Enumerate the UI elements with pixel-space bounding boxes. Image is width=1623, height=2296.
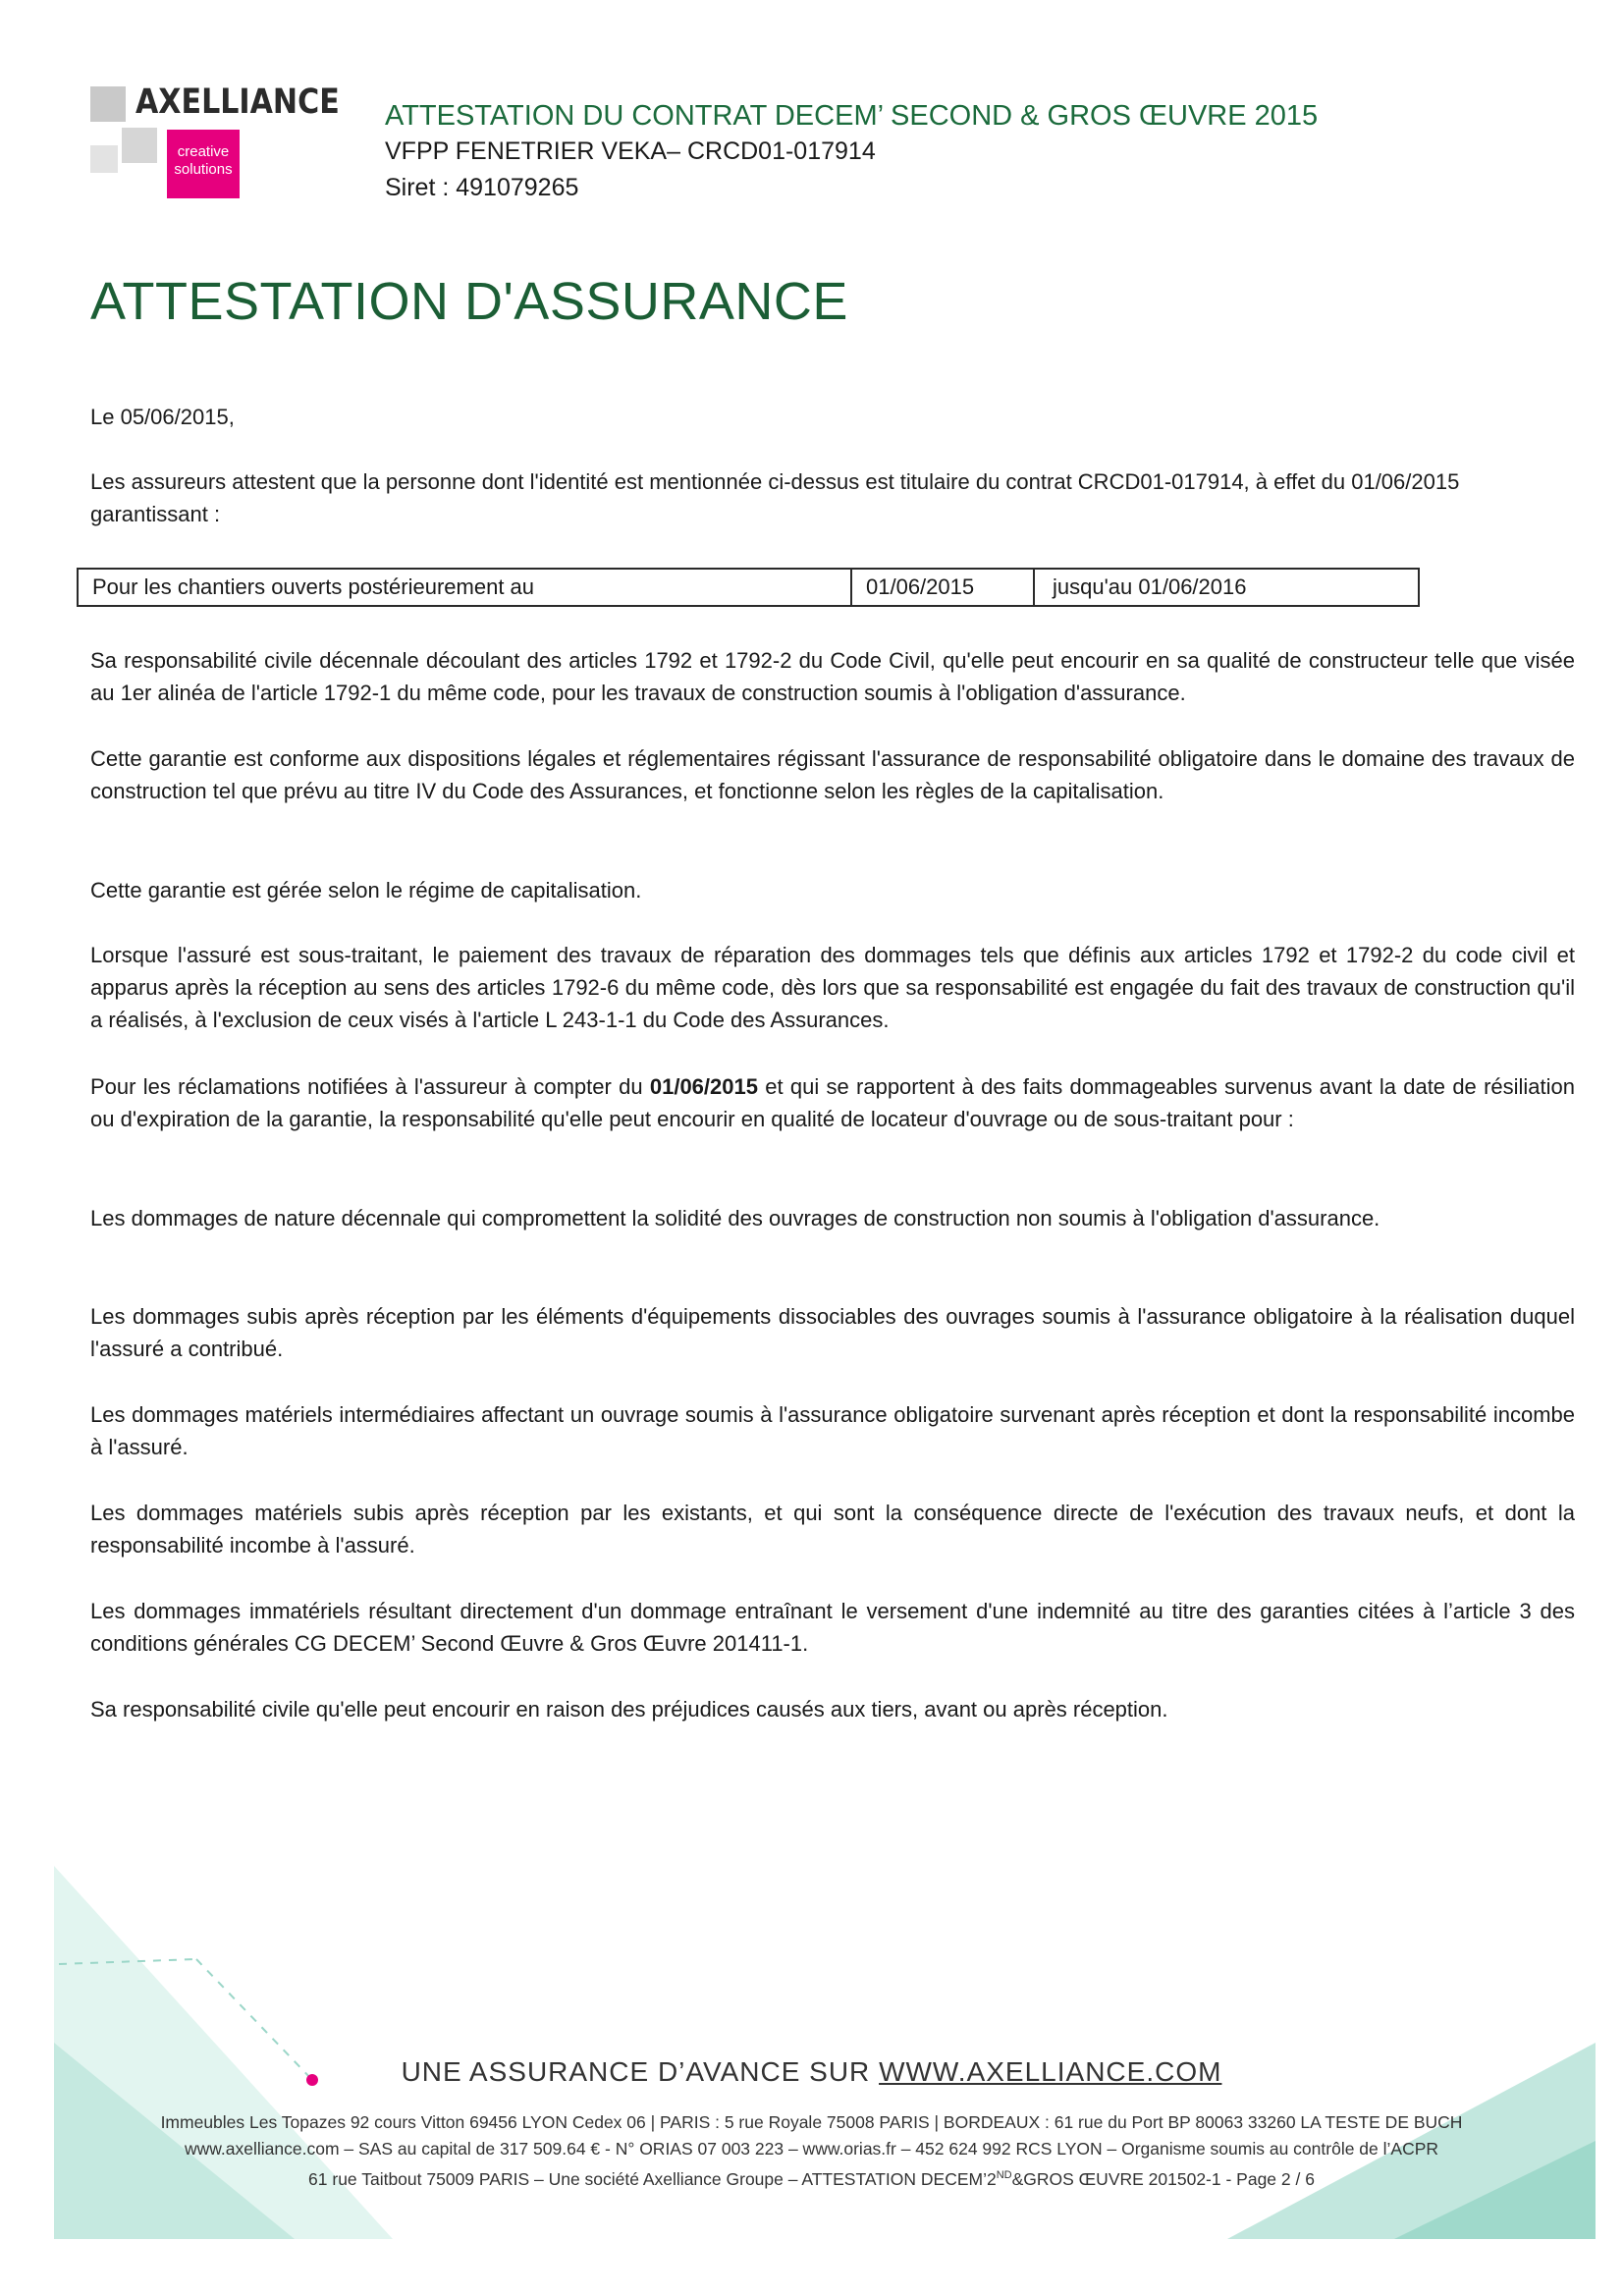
siret-number: Siret : 491079265 — [385, 174, 579, 201]
paragraph-existing-damage: Les dommages matériels subis après réception par les existants, et qui sont la conséquence directe de l'exécution des travaux neufs, et dont la responsabilité incombe à l'assuré. — [90, 1501, 1575, 1558]
website-link[interactable]: WWW.AXELLIANCE.COM — [879, 2056, 1222, 2087]
footer-page-info — [0, 2162, 1623, 2193]
claims-text-end: et qui se rapportent à des faits dommageables survenus avant la date de résiliation ou d'expiration de la garantie, la responsabilité qu'elle peut encourir en qualité de locateur d'ouvrage ou de sous-traitant pour : — [90, 1074, 1575, 1131]
footer-tagline — [0, 2056, 1623, 2088]
paragraph-third-party-liability: Sa responsabilité civile qu'elle peut encourir en raison des préjudices causés aux tiers, avant ou après réception. — [90, 1697, 1168, 1722]
contract-reference: VFPP FENETRIER VEKA– CRCD01-017914 — [385, 137, 876, 165]
paragraph-intermediate-damage: Les dommages matériels intermédiaires affectant un ouvrage soumis à l'assurance obligatoire survenant après réception et dont la responsabilité incombe à l'assuré. — [90, 1402, 1575, 1459]
page-title: ATTESTATION D'ASSURANCE — [90, 272, 848, 331]
document-header — [385, 98, 1367, 206]
logo-square — [122, 128, 157, 163]
claims-effective-date: 01/06/2015 — [649, 1074, 758, 1099]
document-date: Le 05/06/2015, — [90, 405, 235, 429]
claims-text-start: Pour les réclamations notifiées à l'assureur à compter du — [90, 1074, 650, 1099]
intro-paragraph: Les assureurs attestent que la personne dont l'identité est mentionnée ci-dessus est titulaire du contrat CRCD01-017914, à effet du 01/06/2015 garantissant : — [90, 469, 1460, 526]
footer-addresses: Immeubles Les Topazes 92 cours Vitton 69456 LYON Cedex 06 | PARIS : 5 rue Royale 75008 PARIS | BORDEAUX : 61 rue du Port BP 80063 33260 LA TESTE DE BUCH — [160, 2112, 1463, 2132]
period-end-date: jusqu'au 01/06/2016 — [1033, 570, 1435, 605]
logo-tagline-box — [167, 130, 240, 198]
paragraph-immaterial-damage: Les dommages immatériels résultant directement d'un dommage entraînant le versement d'une indemnité au titre des garanties citées à l’article 3 des conditions générales CG DECEM’ Second Œuvre & Gros Œuvre 201411-1. — [90, 1599, 1575, 1656]
footer-page-text-end: &GROS ŒUVRE 201502-1 - Page 2 / 6 — [1011, 2168, 1315, 2189]
contract-title: ATTESTATION DU CONTRAT DECEM’ SECOND & GROS ŒUVRE 2015 — [385, 100, 1319, 132]
logo-tagline-2: solutions — [174, 161, 233, 178]
logo-square — [90, 145, 118, 173]
logo-square — [90, 86, 126, 122]
footer-legal-info: www.axelliance.com – SAS au capital de 317 509.64 € - N° ORIAS 07 003 223 – www.orias.fr – 452 624 992 RCS LYON – Organisme soumis au contrôle de l’ACPR — [184, 2139, 1439, 2159]
logo-brand-name: AXELLIANCE — [135, 82, 340, 122]
paragraph-equipment-damage: Les dommages subis après réception par les éléments d'équipements dissociables des ouvrages soumis à l'assurance obligatoire à la réalisation duquel l'assuré a contribué. — [90, 1304, 1575, 1361]
paragraph-decennial-liability: Sa responsabilité civile décennale découlant des articles 1792 et 1792-2 du Code Civil, qu'elle peut encourir en sa qualité de constructeur telle que visée au 1er alinéa de l'article 1792-1 du même code, pour les travaux de construction soumis à l'obligation d'assurance. — [90, 648, 1575, 705]
footer-page-text-start: 61 rue Taitbout 75009 PARIS – Une société Axelliance Groupe – ATTESTATION DECEM’2 — [308, 2168, 997, 2189]
footer-page-sup: ND — [996, 2169, 1012, 2181]
period-start-date: 01/06/2015 — [850, 570, 1062, 605]
period-label: Pour les chantiers ouverts postérieurement au — [92, 574, 535, 599]
tagline-text: UNE ASSURANCE D’AVANCE SUR — [401, 2056, 880, 2087]
logo-tagline-1: creative — [177, 143, 230, 160]
axelliance-logo — [90, 82, 340, 220]
paragraph-legal-conformity: Cette garantie est conforme aux dispositions légales et réglementaires régissant l'assurance de responsabilité obligatoire dans le domaine des travaux de construction tel que prévu au titre IV du Code des Assurances, et fonctionne selon les règles de la capitalisation. — [90, 746, 1575, 803]
coverage-period-table — [77, 568, 1420, 607]
paragraph-subcontractor: Lorsque l'assuré est sous-traitant, le paiement des travaux de réparation des dommages tels que définis aux articles 1792 et 1792-2 du code civil et apparus après la réception au sens des articles 1792-6 du même code, dès lors que sa responsabilité est engagée du fait des travaux de construction qu'il a réalisés, à l'exclusion de ceux visés à l'article L 243-1-1 du Code des Assurances. — [90, 943, 1575, 1032]
paragraph-claims — [90, 1070, 1575, 1135]
paragraph-capitalisation: Cette garantie est gérée selon le régime de capitalisation. — [90, 878, 642, 902]
paragraph-decennial-damage: Les dommages de nature décennale qui compromettent la solidité des ouvrages de construction non soumis à l'obligation d'assurance. — [90, 1206, 1380, 1230]
